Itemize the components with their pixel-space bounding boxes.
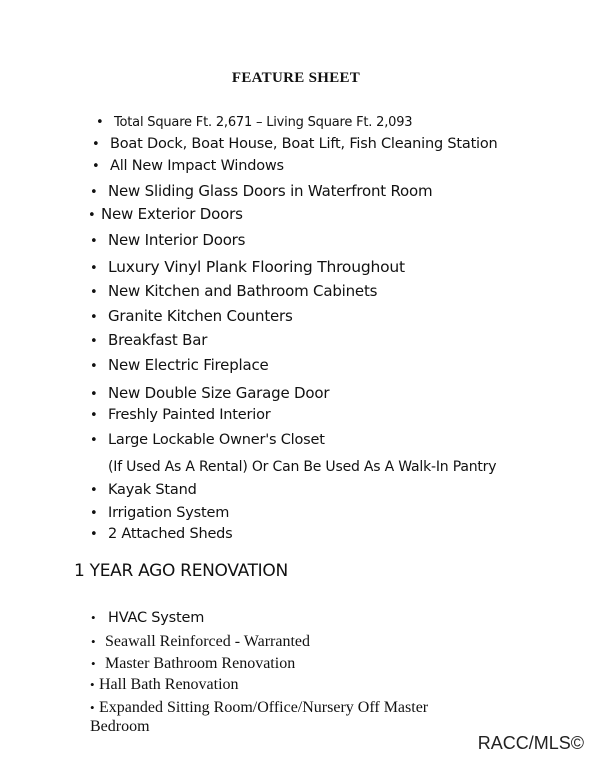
page-title: FEATURE SHEET bbox=[231, 70, 361, 86]
feature-text: Irrigation System bbox=[108, 505, 230, 521]
renovation-text: Master Bathroom Renovation bbox=[105, 655, 296, 672]
feature-text: Large Lockable Owner's Closet bbox=[108, 432, 325, 448]
feature-continuation: (If Used As A Rental) Or Can Be Used As A Walk-In Pantry bbox=[108, 459, 497, 475]
feature-text: New Interior Doors bbox=[108, 231, 246, 249]
bullet-icon: • bbox=[90, 483, 98, 498]
renovation-item bbox=[91, 633, 310, 651]
bullet-icon: • bbox=[90, 359, 98, 374]
feature-item bbox=[92, 158, 284, 174]
feature-text: New Double Size Garage Door bbox=[108, 384, 330, 402]
feature-text: 2 Attached Sheds bbox=[108, 526, 233, 542]
bullet-icon: • bbox=[88, 208, 96, 223]
feature-item bbox=[90, 331, 207, 349]
bullet-icon: • bbox=[90, 408, 98, 423]
bullet-icon: • bbox=[90, 527, 98, 542]
feature-text: All New Impact Windows bbox=[110, 158, 284, 174]
bullet-icon: • bbox=[90, 185, 98, 200]
feature-item bbox=[90, 282, 377, 300]
feature-text: Total Square Ft. 2,671 – Living Square Ft. 2,093 bbox=[114, 115, 413, 130]
bullet-icon: • bbox=[90, 677, 95, 692]
renovation-item bbox=[91, 609, 204, 627]
bullet-icon: • bbox=[96, 115, 104, 130]
feature-text: New Sliding Glass Doors in Waterfront Room bbox=[108, 182, 433, 200]
bullet-icon: • bbox=[90, 310, 98, 325]
renovation-item bbox=[90, 676, 239, 694]
bullet-icon: • bbox=[90, 234, 98, 249]
renovation-heading: 1 YEAR AGO RENOVATION bbox=[74, 561, 288, 581]
feature-item bbox=[96, 115, 412, 130]
feature-item bbox=[90, 482, 197, 498]
bullet-icon: • bbox=[90, 433, 98, 448]
feature-item bbox=[90, 384, 329, 402]
feature-item bbox=[90, 356, 269, 374]
renovation-item bbox=[91, 655, 295, 673]
bullet-icon: • bbox=[90, 261, 98, 276]
bullet-icon: • bbox=[92, 159, 100, 174]
feature-item bbox=[90, 505, 229, 521]
renovation-item bbox=[90, 699, 428, 717]
renovation-continuation: Bedroom bbox=[90, 718, 150, 735]
feature-item bbox=[90, 307, 293, 325]
feature-text: New Exterior Doors bbox=[101, 205, 243, 223]
bullet-icon: • bbox=[91, 634, 96, 649]
mls-watermark: RACC/MLS© bbox=[477, 733, 584, 753]
feature-text: Freshly Painted Interior bbox=[108, 407, 271, 423]
feature-text: Boat Dock, Boat House, Boat Lift, Fish Cleaning Station bbox=[110, 136, 498, 152]
renovation-text: Hall Bath Renovation bbox=[99, 676, 239, 693]
bullet-icon: • bbox=[92, 137, 100, 152]
feature-text: Breakfast Bar bbox=[108, 331, 208, 349]
feature-text: Luxury Vinyl Plank Flooring Throughout bbox=[108, 258, 405, 276]
feature-text: New Kitchen and Bathroom Cabinets bbox=[108, 282, 378, 300]
bullet-icon: • bbox=[90, 387, 98, 402]
feature-item bbox=[90, 526, 233, 542]
renovation-text: Seawall Reinforced - Warranted bbox=[105, 633, 310, 650]
feature-text: Kayak Stand bbox=[108, 482, 197, 498]
bullet-icon: • bbox=[90, 334, 98, 349]
bullet-icon: • bbox=[90, 506, 98, 521]
feature-item bbox=[90, 258, 405, 276]
feature-text: New Electric Fireplace bbox=[108, 356, 269, 374]
bullet-icon: • bbox=[90, 285, 98, 300]
feature-item bbox=[90, 432, 325, 448]
feature-item bbox=[90, 182, 432, 200]
renovation-text: Expanded Sitting Room/Office/Nursery Off Master bbox=[99, 699, 429, 716]
renovation-text: HVAC System bbox=[108, 610, 205, 626]
feature-item bbox=[90, 231, 245, 249]
bullet-icon: • bbox=[91, 656, 96, 671]
bullet-icon: • bbox=[91, 610, 96, 625]
bullet-icon: • bbox=[90, 700, 95, 715]
feature-text: Granite Kitchen Counters bbox=[108, 307, 293, 325]
feature-item bbox=[88, 205, 243, 223]
feature-item bbox=[90, 407, 271, 423]
feature-item bbox=[92, 136, 498, 152]
